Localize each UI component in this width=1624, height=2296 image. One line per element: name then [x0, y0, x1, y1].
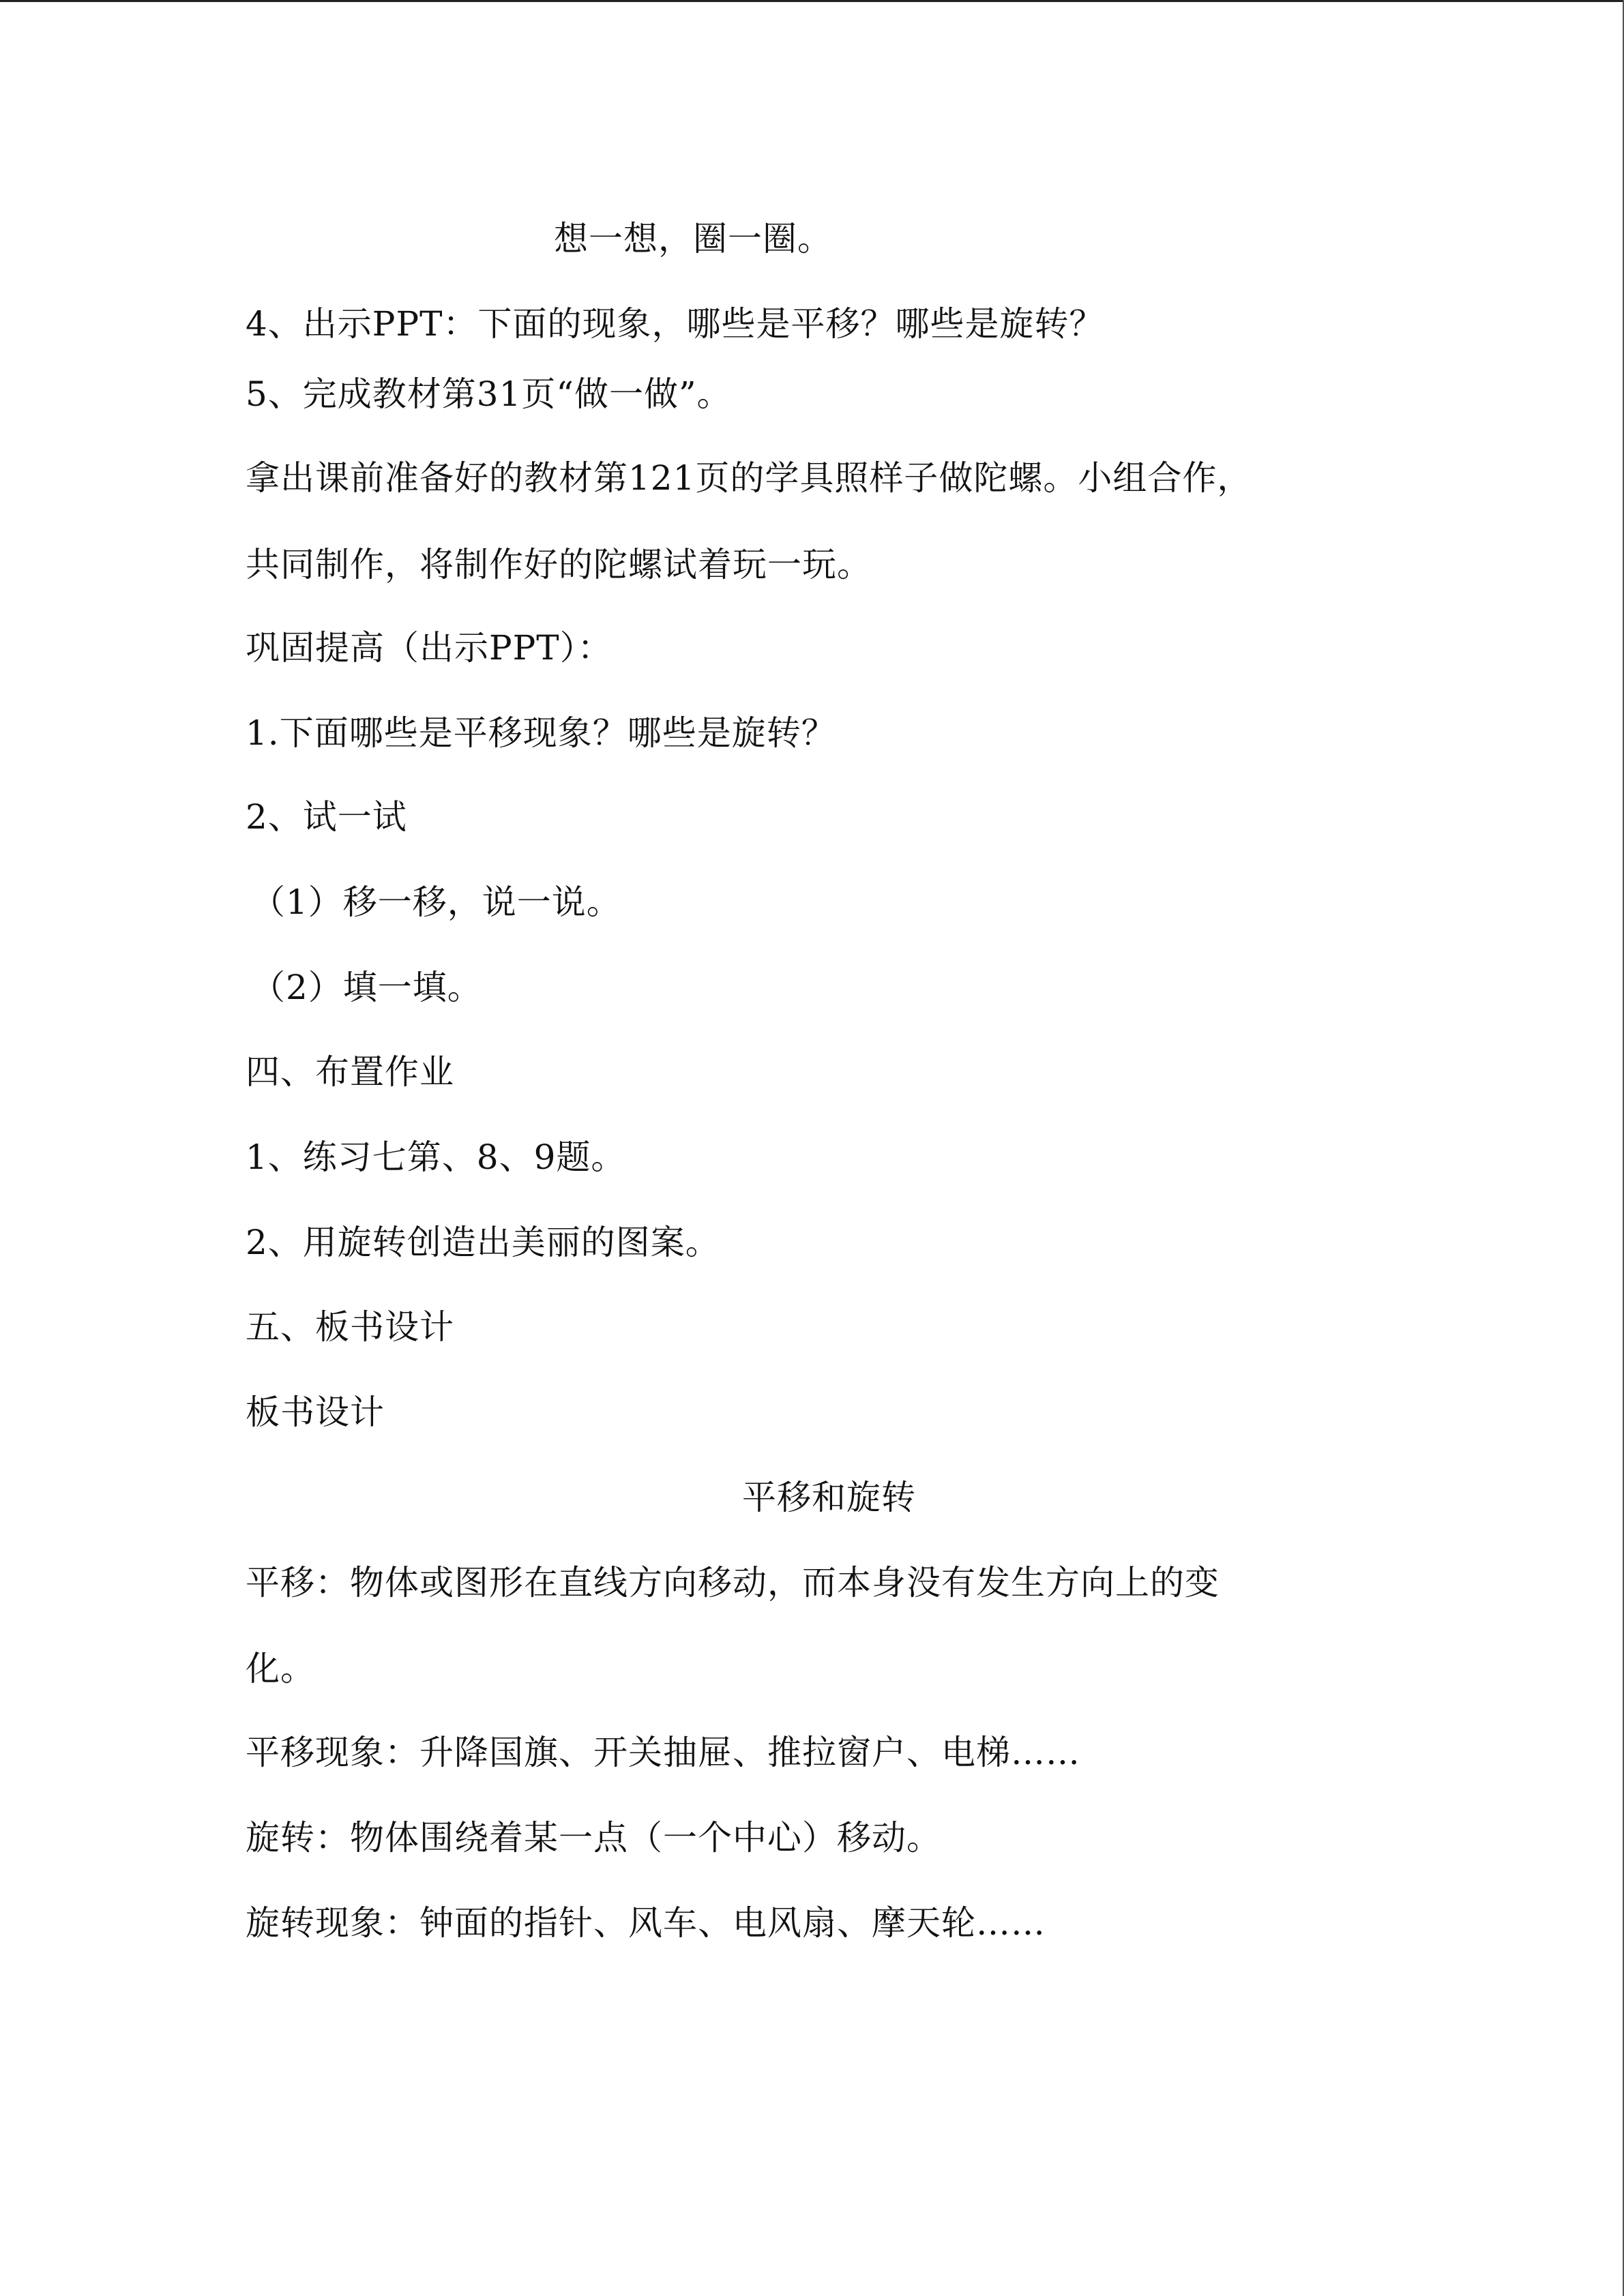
- section-heading-think-circle: 想一想，圈一圈。: [554, 219, 832, 258]
- section-4-homework: 四、布置作业: [246, 1052, 454, 1092]
- rotation-definition: 旋转：物体围绕着某一点（一个中心）移动。: [246, 1818, 941, 1858]
- translation-definition-2: 化。: [246, 1649, 315, 1688]
- translation-definition-1: 平移：物体或图形在直线方向移动，而本身没有发生方向上的变: [246, 1563, 1220, 1602]
- section-5-board-design: 五、板书设计: [246, 1307, 454, 1347]
- board-design-label: 板书设计: [246, 1392, 385, 1432]
- exercise-2-heading: 2、试一试: [246, 797, 407, 837]
- rotation-examples: 旋转现象：钟面的指针、风车、电风扇、摩天轮……: [246, 1903, 1046, 1943]
- step-4-ppt: 4、出示PPT：下面的现象，哪些是平移？哪些是旋转？: [246, 304, 1104, 344]
- exercise-2-sub-1: （1）移一移，说一说。: [251, 882, 621, 922]
- homework-1: 1、练习七第、8、9题。: [246, 1137, 626, 1177]
- paragraph-spinning-top-2: 共同制作，将制作好的陀螺试着玩一玩。: [246, 545, 872, 584]
- exercise-1: 1.下面哪些是平移现象？哪些是旋转？: [246, 713, 836, 753]
- board-title: 平移和旋转: [742, 1478, 916, 1517]
- exercise-2-sub-2: （2）填一填。: [251, 968, 482, 1007]
- paragraph-spinning-top-1: 拿出课前准备好的教材第121页的学具照样子做陀螺。小组合作，: [246, 458, 1252, 498]
- homework-2: 2、用旋转创造出美丽的图案。: [246, 1223, 720, 1262]
- consolidation-heading: 巩固提高（出示PPT）：: [246, 628, 612, 668]
- step-5-textbook: 5、完成教材第31页“做一做”。: [246, 374, 732, 414]
- translation-examples: 平移现象：升降国旗、开关抽屉、推拉窗户、电梯……: [246, 1733, 1080, 1772]
